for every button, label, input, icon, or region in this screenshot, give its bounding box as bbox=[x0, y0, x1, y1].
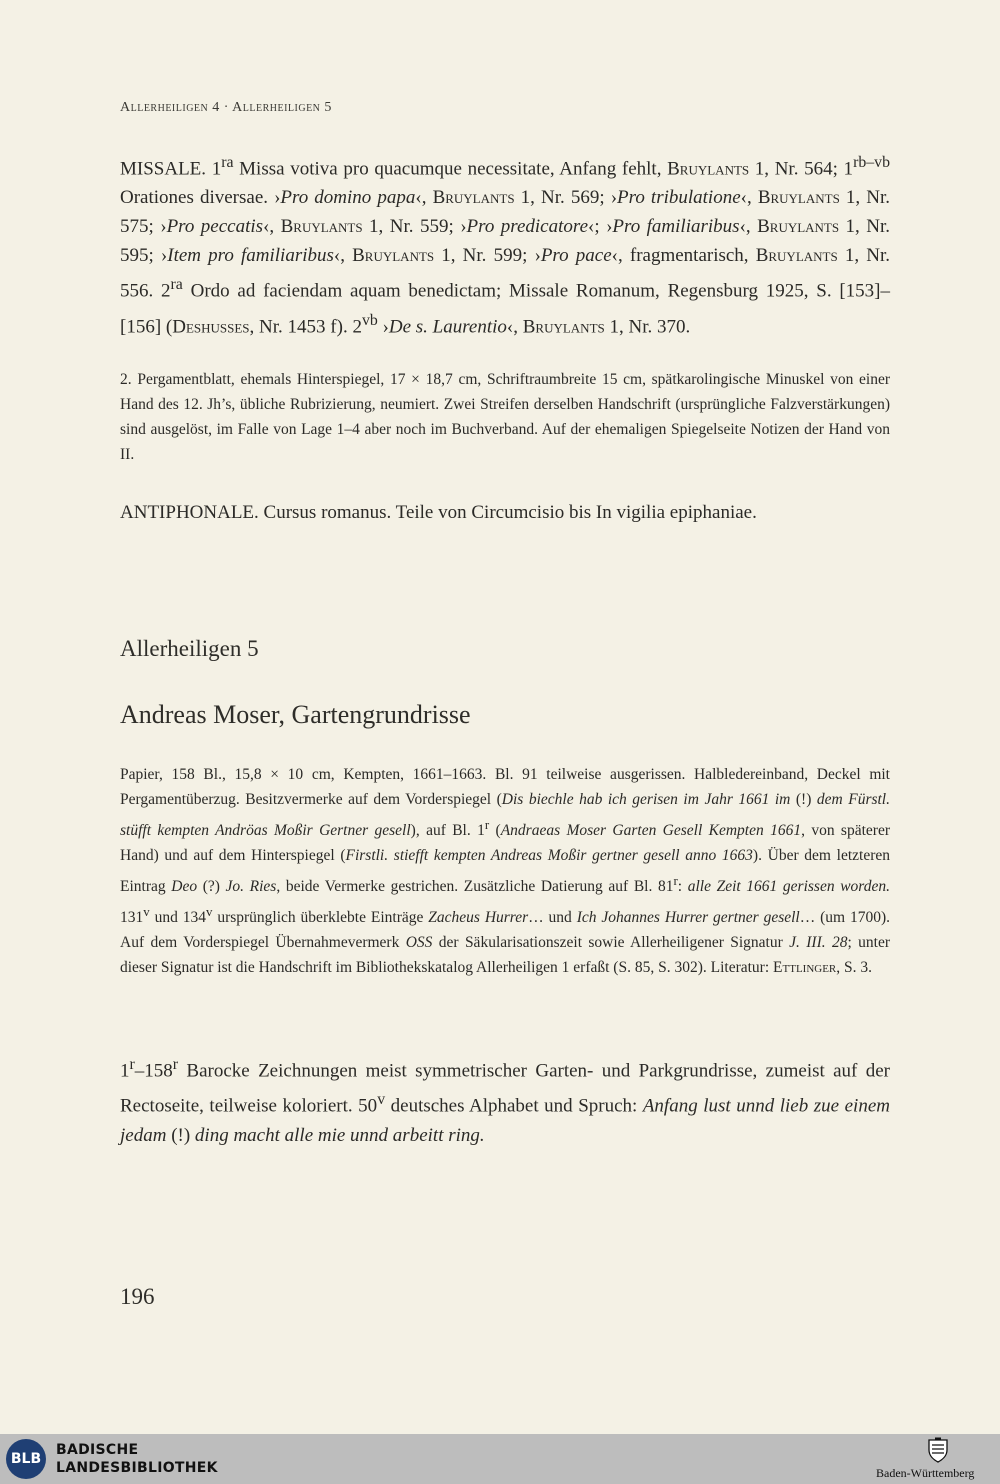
text: Papier, 158 Bl., 15,8 × 10 cm, Kempten, 1661–1663. Bl. 91 teilweise ausgerissen. Halbledereinband, Deckel mit Pergamentüberzug. Besitzvermerke auf dem Vorderspiegel ( bbox=[120, 766, 890, 808]
state-label: Baden-Württemberg bbox=[876, 1466, 975, 1480]
text: , von späterer Hand) und auf dem Hinterspiegel ( bbox=[120, 822, 890, 865]
italic-title: Pro tribulatione bbox=[617, 187, 741, 209]
text: deutsches Alphabet und Spruch: bbox=[385, 1095, 643, 1117]
italic-quote: dem Fürstl. stüfft kempten Andröas Moßir Gertner gesell bbox=[120, 791, 890, 840]
text: ‹, bbox=[740, 187, 758, 209]
author-name: Bruylants bbox=[352, 245, 435, 267]
author-name: Deshusses bbox=[172, 315, 250, 337]
text: (!) bbox=[166, 1124, 195, 1146]
author-name: Bruylants bbox=[757, 216, 840, 238]
text: , S. 3. bbox=[836, 959, 873, 977]
italic-title: Pro familiaribus bbox=[612, 216, 740, 238]
italic-quote: Deo bbox=[171, 878, 198, 896]
italic-quote: Dis biechle hab ich gerisen im Jahr 1661 im bbox=[501, 791, 791, 808]
text: ‹; › bbox=[588, 216, 613, 238]
item-2-description: 2. Pergamentblatt, ehemals Hinterspiegel, 17 × 18,7 cm, Schriftraumbreite 15 cm, spätkarolingische Minuskel von einer Hand des 12. Jh’s, übliche Rubrizierung, neumiert. Zwei Streifen derselben Handschrift (ursprüngliche Falzverstärkungen) sind ausgelöst, im Falle von Lage 1–4 aber noch im Buchverband. Auf der ehemaligen Spiegelseite Notizen der Hand von II. bbox=[120, 371, 890, 463]
text: › bbox=[377, 315, 389, 337]
content-paragraph bbox=[120, 1050, 890, 1150]
text: Barocke Zeichnungen meist symmetrischer Garten- und Parkgrundrisse, zumeist auf der Rectoseite, teilweise koloriert. 50 bbox=[120, 1060, 890, 1117]
text: ; unter dieser Signatur ist die Handschrift im Bibliothekskatalog Allerheiligen 1 erfaßt (S. 85, S. 302). Literatur: bbox=[120, 934, 890, 977]
superscript: rb–vb bbox=[853, 154, 890, 171]
text: ), auf Bl. 1 bbox=[410, 822, 485, 840]
text: … (um 1700). Auf dem Vorderspiegel Übernahmevermerk bbox=[120, 909, 891, 952]
author-name: Bruylants bbox=[522, 315, 605, 337]
superscript: v bbox=[143, 904, 150, 920]
text: 1, Nr. 575; › bbox=[120, 187, 891, 238]
superscript: ra bbox=[170, 276, 183, 294]
antiphonale-paragraph: ANTIPHONALE. Cursus romanus. Teile von Circumcisio bis In vigilia epiphaniae. bbox=[120, 502, 757, 523]
text: Ordo ad faciendam aquam benedictam; Missale Romanum, Regensburg 1925, S. [153]–[156] ( bbox=[120, 280, 891, 337]
author-name: Bruylants bbox=[755, 245, 838, 267]
text: Orationes diversae. › bbox=[120, 187, 281, 209]
coat-of-arms-icon bbox=[926, 1437, 950, 1463]
superscript: v bbox=[205, 904, 213, 920]
italic-quote: Ich Johannes Hurrer gertner gesell bbox=[576, 909, 800, 927]
text: 1, Nr. 556. 2 bbox=[120, 245, 891, 302]
text: ‹, fragmentarisch, bbox=[611, 245, 756, 267]
italic-quote: alle Zeit 1661 gerissen worden. bbox=[687, 878, 891, 896]
italic-quote: ding macht alle mie unnd arbeitt ring. bbox=[194, 1124, 485, 1146]
text: ‹, bbox=[415, 187, 433, 209]
text: ( bbox=[489, 822, 501, 840]
italic-quote: Zacheus Hurrer bbox=[428, 909, 529, 927]
superscript: vb bbox=[361, 311, 378, 329]
text: (?) bbox=[197, 878, 226, 896]
text: 1 bbox=[120, 1060, 130, 1082]
text: ). Über dem letzteren Eintrag bbox=[120, 847, 890, 896]
italic-title: Pro peccatis bbox=[166, 216, 264, 238]
author-name: Bruylants bbox=[757, 187, 840, 209]
footer-bar bbox=[0, 1434, 1000, 1484]
italic-title: De s. Laurentio bbox=[388, 315, 507, 337]
superscript: r bbox=[484, 817, 490, 832]
text: 131 bbox=[120, 909, 144, 927]
text: ursprünglich überklebte Einträge bbox=[212, 909, 429, 927]
text: der Säkularisationszeit sowie Allerheiligener Signatur bbox=[432, 934, 790, 952]
italic-quote: OSS bbox=[405, 934, 433, 952]
text: , beide Vermerke gestrichen. Zusätzliche Datierung auf Bl. 81 bbox=[276, 878, 674, 896]
running-head: Allerheiligen 4 · Allerheiligen 5 bbox=[120, 100, 332, 115]
text: 1, Nr. 370. bbox=[604, 315, 691, 337]
text: MISSALE. 1 bbox=[120, 158, 222, 180]
text: , Nr. 1453 f). 2 bbox=[249, 315, 362, 337]
text: 1, Nr. 569; › bbox=[514, 187, 618, 209]
library-name[interactable] bbox=[56, 1441, 218, 1477]
superscript: r bbox=[129, 1056, 135, 1073]
superscript: v bbox=[377, 1091, 386, 1109]
italic-title: Item pro familiaribus bbox=[167, 245, 334, 267]
italic-title: Pro predicatore bbox=[466, 216, 589, 238]
italic-quote: Firstli. stiefft kempten Andreas Moßir gertner gesell anno 1663 bbox=[345, 847, 753, 865]
text: 1, Nr. 599; › bbox=[434, 245, 541, 267]
missale-paragraph bbox=[120, 148, 890, 341]
text: ‹, bbox=[333, 245, 353, 267]
text: : bbox=[677, 878, 688, 896]
manuscript-description bbox=[120, 762, 890, 980]
page-number: 196 bbox=[120, 1284, 155, 1309]
author-name: Bruylants bbox=[667, 158, 750, 180]
italic-title: Pro domino papa bbox=[280, 187, 416, 209]
text: Missa votiva pro quacumque necessitate, Anfang fehlt, bbox=[233, 158, 668, 180]
italic-quote: J. III. 28 bbox=[789, 934, 848, 952]
italic-quote: Anfang lust unnd lieb zue einem jedam bbox=[120, 1095, 890, 1146]
superscript: ra bbox=[221, 154, 234, 171]
author-name: Ettlinger bbox=[773, 959, 837, 977]
library-name-line1: BADISCHE bbox=[56, 1442, 139, 1458]
text: ‹, bbox=[739, 216, 758, 238]
italic-quote: Andraeas Moser Garten Gesell Kempten 1661 bbox=[500, 822, 802, 840]
section-heading: Allerheiligen 5 bbox=[120, 636, 259, 661]
author-name: Bruylants bbox=[432, 187, 515, 209]
text: … und bbox=[528, 909, 577, 927]
blb-logo-icon[interactable]: BLB bbox=[6, 1439, 46, 1479]
text: ‹, bbox=[506, 315, 523, 337]
manuscript-title: Andreas Moser, Gartengrundrisse bbox=[120, 700, 471, 729]
italic-title: Pro pace bbox=[540, 245, 612, 267]
author-name: Bruylants bbox=[280, 216, 363, 238]
text: ‹, bbox=[263, 216, 281, 238]
text: 1, Nr. 564; 1 bbox=[749, 158, 854, 180]
superscript: r bbox=[172, 1056, 179, 1073]
superscript: r bbox=[673, 873, 678, 889]
text: –158 bbox=[134, 1060, 173, 1082]
text: 1, Nr. 595; › bbox=[120, 216, 891, 267]
library-name-line2: LANDESBIBLIOTHEK bbox=[56, 1460, 218, 1476]
italic-quote: Jo. Ries bbox=[225, 878, 277, 896]
text: 1, Nr. 559; › bbox=[362, 216, 467, 238]
text: und 134 bbox=[149, 909, 206, 927]
text: (!) bbox=[790, 791, 817, 808]
